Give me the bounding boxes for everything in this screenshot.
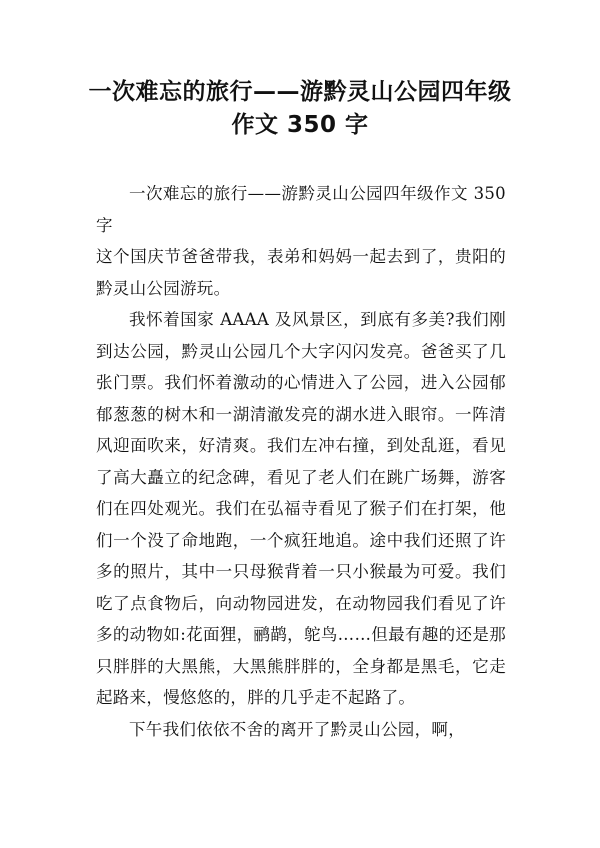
document-body xyxy=(96,178,506,745)
paragraph-subtitle: 一次难忘的旅行——游黔灵山公园四年级作文 350 字 xyxy=(96,184,506,235)
paragraph-closing: 下午我们依依不舍的离开了黔灵山公园，啊， xyxy=(129,719,465,739)
paragraph-intro: 这个国庆节爸爸带我，表弟和妈妈一起去到了，贵阳的黔灵山公园游玩。 xyxy=(96,247,506,298)
paragraph-main: 我怀着国家 AAAA 及风景区，到底有多美?我们刚到达公园，黔灵山公园几个大字闪闪发亮。爸爸买了几张门票。我们怀着激动的心情进入了公园，进入公园郁郁葱葱的树木和一湖清澈发亮的湖水进入眼帘。一阵清风迎面吹来，好清爽。我们左冲右撞，到处乱逛，看见了高大矗立的纪念碑，看见了老人们在跳广场舞，游客们在四处观光。我们在弘福寺看见了猴子们在打架，他们一个没了命地跑，一个疯狂地追。途中我们还照了许多的照片，其中一只母猴背着一只小猴最为可爱。我们吃了点食物后，向动物园进发，在动物园我们看见了许多的动物如:花面狸，鹂鹋，鸵鸟……但最有趣的还是那只胖胖的大黑熊，大黑熊胖胖的，全身都是黑毛，它走起路来，慢悠悠的，胖的几乎走不起路了。 xyxy=(96,310,506,707)
document-title: 一次难忘的旅行——游黔灵山公园四年级作文 350 字 xyxy=(88,79,512,138)
